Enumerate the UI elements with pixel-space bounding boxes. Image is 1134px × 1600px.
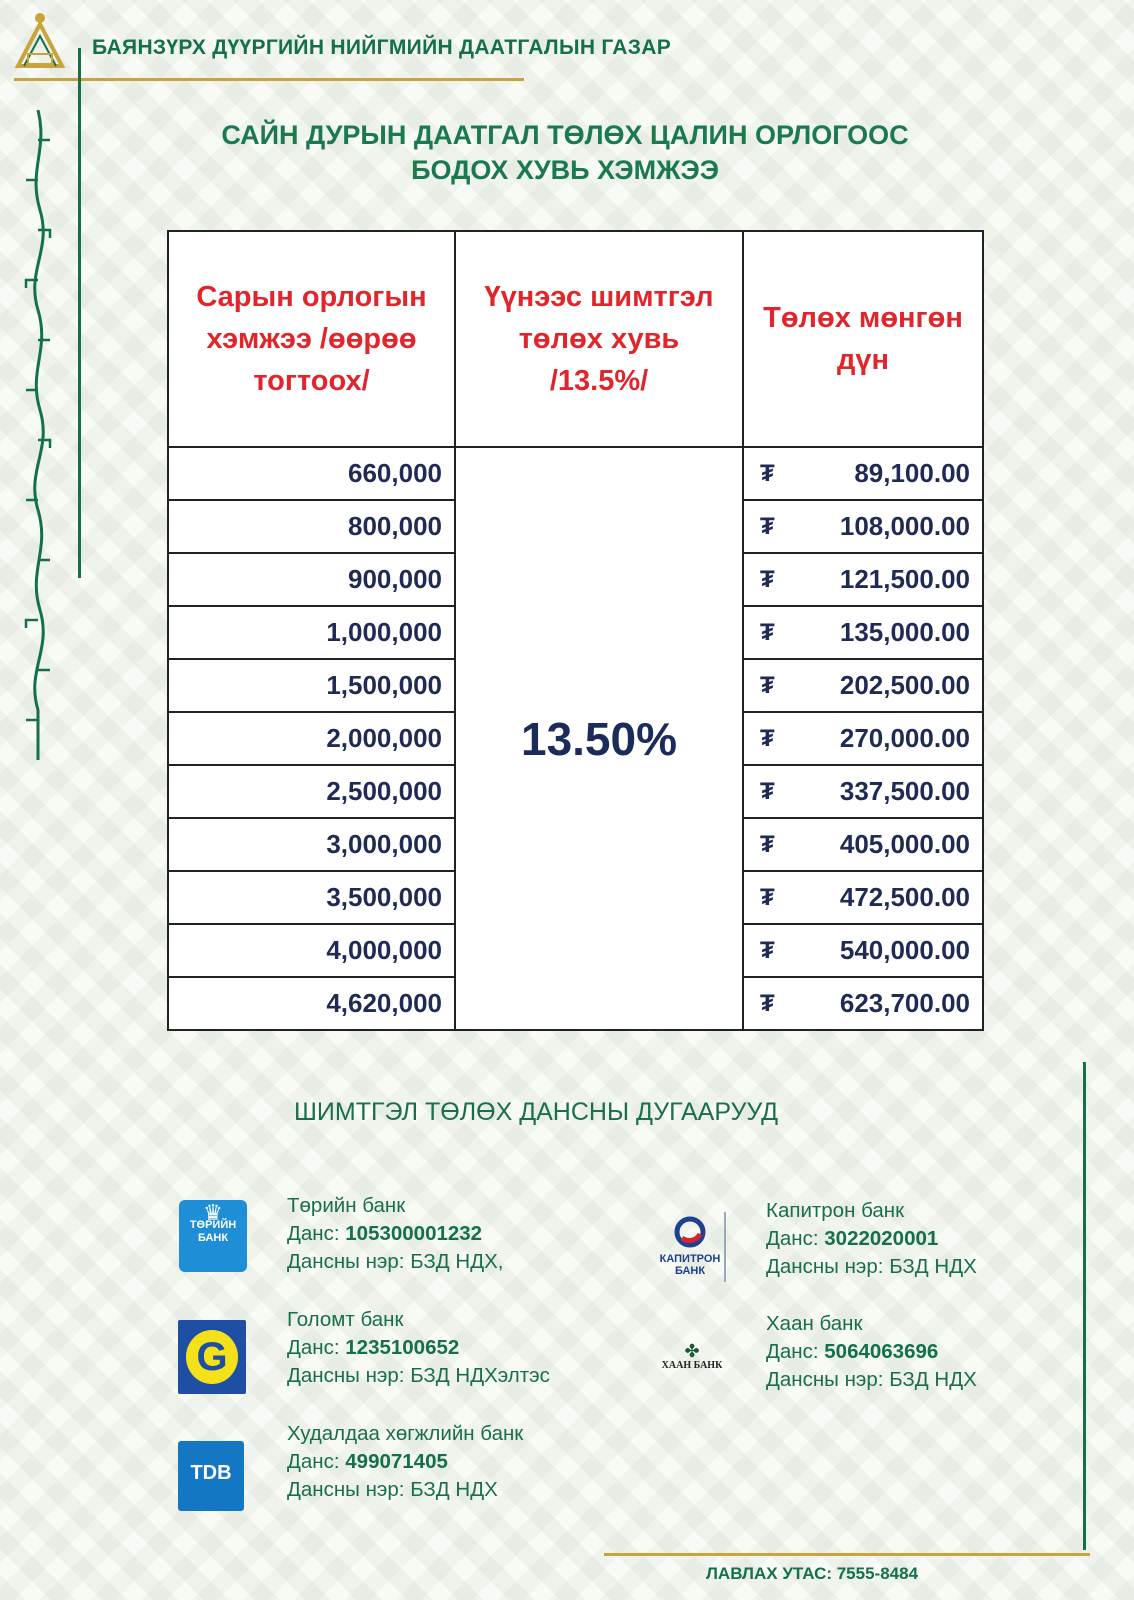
currency-symbol: ₮	[760, 937, 775, 964]
payment-cell	[743, 871, 983, 924]
header-rate-line: Үүнээс шимтгэл	[484, 281, 714, 313]
bank-account-line	[287, 1448, 523, 1476]
header-rate	[455, 231, 743, 447]
payment-value: 135,000.00	[839, 617, 970, 647]
currency-symbol: ₮	[760, 672, 775, 699]
bank-info-khan-bank	[766, 1310, 977, 1394]
bank-account-line	[287, 1220, 503, 1248]
header-divider	[14, 78, 524, 81]
currency-symbol: ₮	[760, 725, 775, 752]
bank-holder-line	[287, 1476, 523, 1504]
account-holder: БЗД НДХ	[889, 1255, 977, 1278]
account-label: Данс:	[766, 1340, 819, 1363]
payment-cell	[743, 818, 983, 871]
income-cell: 900,000	[168, 553, 455, 606]
payment-value: 472,500.00	[839, 882, 970, 912]
rate-cell: 13.50%	[455, 447, 743, 1030]
document-title	[150, 118, 980, 188]
bank-holder-line	[766, 1366, 977, 1394]
income-cell: 2,000,000	[168, 712, 455, 765]
bank-name: Худалдаа хөгжлийн банк	[287, 1422, 524, 1445]
payment-cell	[743, 500, 983, 553]
payment-cell	[743, 977, 983, 1030]
account-holder: БЗД НДХ,	[410, 1250, 504, 1273]
bank-info-capitron-bank	[766, 1197, 977, 1281]
income-cell: 2,500,000	[168, 765, 455, 818]
account-label: Данс:	[287, 1222, 340, 1245]
income-cell: 800,000	[168, 500, 455, 553]
capitron-bank-logo-icon	[654, 1216, 726, 1280]
account-number: 5064063696	[824, 1340, 939, 1363]
payment-cell	[743, 553, 983, 606]
golomt-bank-logo-icon	[178, 1320, 246, 1394]
contribution-table	[167, 230, 984, 1031]
table-body	[168, 447, 983, 1030]
bank-name: Төрийн банк	[287, 1194, 406, 1217]
account-label: Данс:	[766, 1227, 819, 1250]
table-row	[168, 447, 983, 500]
currency-symbol: ₮	[760, 831, 775, 858]
khan-bank-clover-icon: ✤	[684, 1341, 700, 1361]
capitron-bank-logo-text: КАПИТРОН БАНК	[659, 1253, 721, 1277]
currency-symbol: ₮	[760, 513, 775, 540]
currency-symbol: ₮	[760, 778, 775, 805]
left-vertical-rule	[78, 48, 81, 578]
tdb-bank-logo-text: TDB	[190, 1462, 232, 1484]
capitron-mark-icon	[674, 1216, 706, 1248]
header-rate-line: төлөх хувь	[518, 323, 680, 355]
accounts-section-title: ШИМТГЭЛ ТӨЛӨХ ДАНСНЫ ДУГААРУУД	[294, 1098, 779, 1126]
holder-label: Дансны нэр:	[766, 1368, 884, 1391]
account-holder: БЗД НДХ	[410, 1478, 498, 1501]
account-number: 499071405	[345, 1450, 448, 1473]
state-bank-logo-text: ТӨРИЙН БАНК	[189, 1219, 237, 1244]
payment-cell	[743, 606, 983, 659]
header-income-line: тогтоох/	[253, 365, 370, 397]
currency-symbol: ₮	[760, 884, 775, 911]
org-name: БАЯНЗҮРХ ДҮҮРГИЙН НИЙГМИЙН ДААТГАЛЫН ГАЗАР	[92, 36, 672, 59]
payment-cell	[743, 765, 983, 818]
currency-symbol: ₮	[760, 566, 775, 593]
header-income-line: хэмжээ /өөрөө	[206, 323, 417, 355]
header-income	[168, 231, 455, 447]
footer-divider	[604, 1553, 1090, 1556]
tdb-bank-logo-icon	[178, 1441, 244, 1511]
account-label: Данс:	[287, 1450, 340, 1473]
income-cell: 1,000,000	[168, 606, 455, 659]
bank-name: Капитрон банк	[766, 1199, 905, 1222]
payment-cell	[743, 712, 983, 765]
bank-holder-line	[766, 1253, 977, 1281]
bank-info-tdb-bank	[287, 1420, 523, 1504]
payment-value: 623,700.00	[839, 988, 970, 1018]
income-cell: 3,000,000	[168, 818, 455, 871]
golomt-bank-logo-text: G	[186, 1330, 238, 1384]
header-rate-line: /13.5%/	[549, 365, 649, 397]
payment-cell	[743, 924, 983, 977]
payment-cell	[743, 447, 983, 500]
account-holder: БЗД НДХэлтэс	[410, 1364, 550, 1387]
hotline-text: ЛАВЛАХ УТАС: 7555-8484	[706, 1564, 919, 1583]
bank-name: Голомт банк	[287, 1308, 404, 1331]
holder-label: Дансны нэр:	[287, 1250, 405, 1273]
khan-bank-logo-text: ХААН БАНК	[661, 1360, 723, 1371]
right-vertical-rule	[1083, 1062, 1086, 1550]
bank-name: Хаан банк	[766, 1312, 863, 1335]
income-cell: 1,500,000	[168, 659, 455, 712]
payment-value: 405,000.00	[839, 829, 970, 859]
holder-label: Дансны нэр:	[287, 1478, 405, 1501]
mongolian-script-decoration	[18, 110, 60, 760]
bank-info-state-bank	[287, 1192, 503, 1276]
payment-value: 202,500.00	[839, 670, 970, 700]
income-cell: 660,000	[168, 447, 455, 500]
currency-symbol: ₮	[760, 460, 775, 487]
bank-account-line	[766, 1225, 977, 1253]
org-emblem-icon	[14, 10, 66, 72]
currency-symbol: ₮	[760, 990, 775, 1017]
account-number: 3022020001	[824, 1227, 939, 1250]
header-payment-line: дүн	[836, 344, 890, 376]
bank-holder-line	[287, 1248, 503, 1276]
account-number: 1235100652	[345, 1336, 460, 1359]
header-payment-line: Төлөх мөнгөн	[763, 302, 963, 334]
payment-value: 540,000.00	[839, 935, 970, 965]
income-cell: 4,000,000	[168, 924, 455, 977]
capitron-logo-divider	[724, 1212, 726, 1282]
title-line-1: САЙН ДУРЫН ДААТГАЛ ТӨЛӨХ ЦАЛИН ОРЛОГООС	[221, 120, 909, 150]
state-bank-logo-icon: ♛ ТӨРИЙН БАНК	[179, 1200, 247, 1272]
header-payment	[743, 231, 983, 447]
account-label: Данс:	[287, 1336, 340, 1359]
holder-label: Дансны нэр:	[766, 1255, 884, 1278]
payment-value: 337,500.00	[839, 776, 970, 806]
currency-symbol: ₮	[760, 619, 775, 646]
header-income-line: Сарын орлогын	[196, 281, 427, 313]
bank-account-line	[766, 1338, 977, 1366]
income-cell: 4,620,000	[168, 977, 455, 1030]
bank-info-golomt-bank	[287, 1306, 550, 1390]
title-line-2: БОДОХ ХУВЬ ХЭМЖЭЭ	[411, 155, 719, 185]
payment-value: 121,500.00	[839, 564, 970, 594]
table-header-row	[168, 231, 983, 447]
holder-label: Дансны нэр:	[287, 1364, 405, 1387]
payment-value: 108,000.00	[839, 511, 970, 541]
payment-cell	[743, 659, 983, 712]
payment-value: 270,000.00	[839, 723, 970, 753]
account-number: 105300001232	[345, 1222, 483, 1245]
account-holder: БЗД НДХ	[889, 1368, 977, 1391]
bank-holder-line	[287, 1362, 550, 1390]
income-cell: 3,500,000	[168, 871, 455, 924]
khan-bank-logo-icon	[654, 1342, 730, 1382]
bank-account-line	[287, 1334, 550, 1362]
payment-value: 89,100.00	[854, 458, 970, 488]
